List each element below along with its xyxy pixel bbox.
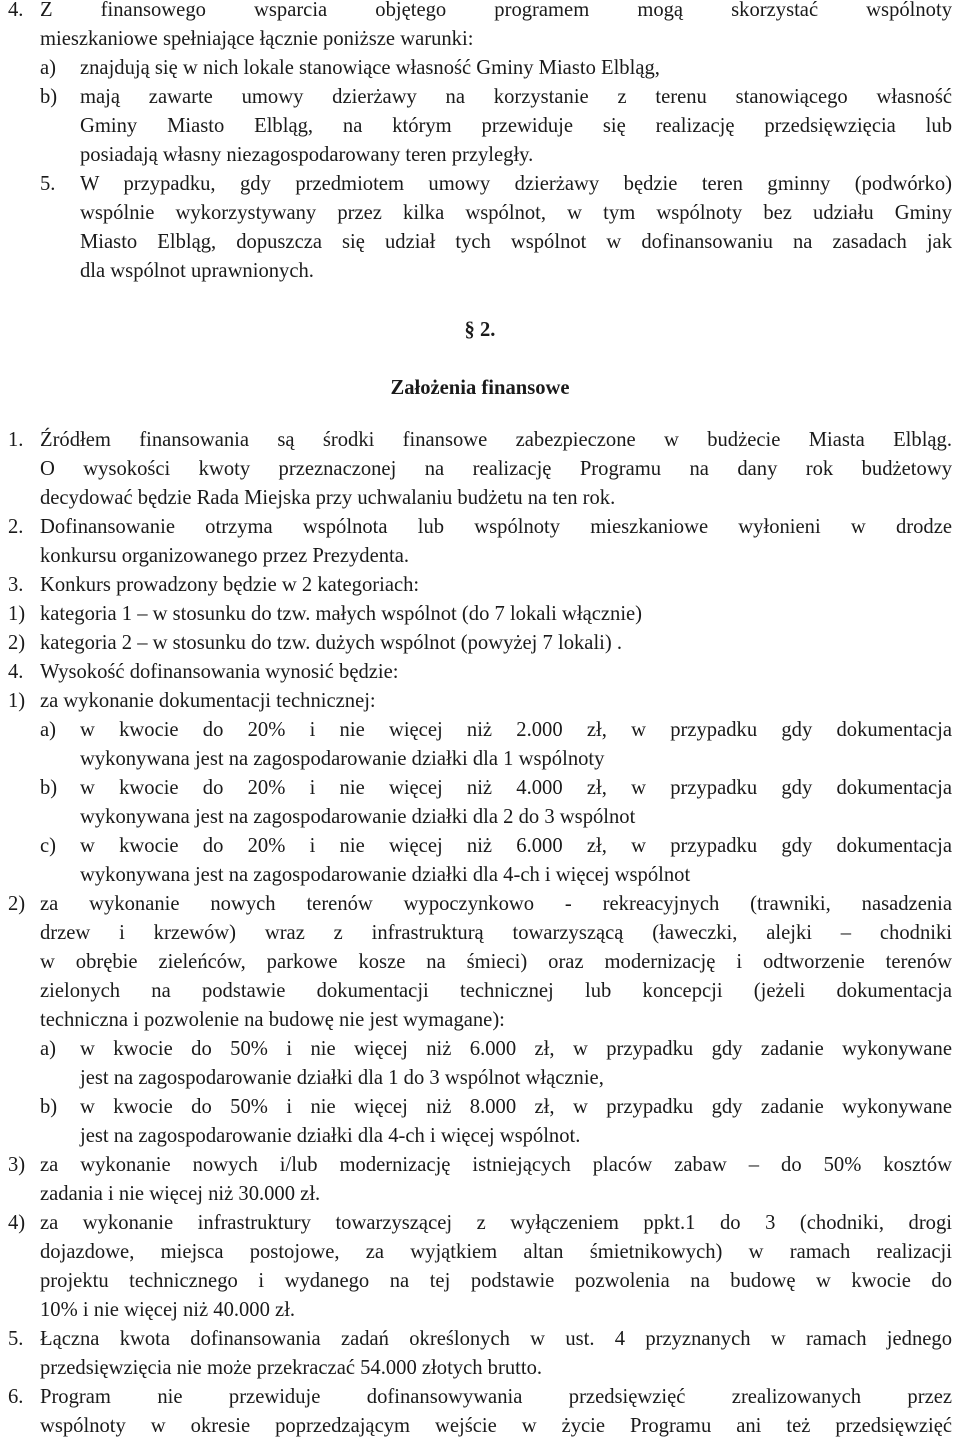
- text-line: w kwocie do 50% i nie więcej niż 8.000 zł, w przypadku gdy zadanie wykonywane: [80, 1096, 952, 1118]
- item-label: b): [40, 777, 58, 799]
- text-line: jest na zagospodarowanie działki dla 4-ch i więcej wspólnot.: [80, 1125, 581, 1147]
- text-line: za wykonanie infrastruktury towarzyszącej z wyłączeniem ppkt.1 do 3 (chodniki, drogi: [40, 1212, 952, 1234]
- point-number: 6.: [8, 1386, 24, 1408]
- text-line: jest na zagospodarowanie działki dla 1 do 3 wspólnot włącznie,: [80, 1067, 604, 1089]
- item-label: c): [40, 835, 56, 857]
- item-label: a): [40, 1038, 56, 1060]
- paragraph-number: 5.: [40, 173, 56, 195]
- text-line: Miasto Elbląg, dopuszcza się udział tych wspólnot w dofinansowaniu na zasadach jak: [80, 231, 952, 253]
- item-label: a): [40, 57, 56, 79]
- text-line: za wykonanie nowych terenów wypoczynkowo - rekreacyjnych (trawniki, nasadzenia: [40, 893, 952, 915]
- text-line: zielonych na podstawie dokumentacji technicznej lub koncepcji (jeżeli dokumentacja: [40, 980, 952, 1002]
- text-line: 10% i nie więcej niż 40.000 zł.: [40, 1299, 296, 1321]
- text-line: Wysokość dofinansowania wynosić będzie:: [40, 661, 399, 683]
- section-symbol: § 2.: [464, 319, 496, 341]
- paragraph-5: [0, 170, 960, 286]
- item-label: 3): [8, 1154, 26, 1176]
- text-line: decydować będzie Rada Miejska przy uchwalaniu budżetu na ten rok.: [40, 487, 616, 509]
- item-label: 1): [8, 690, 26, 712]
- text-line: za wykonanie dokumentacji technicznej:: [40, 690, 376, 712]
- text-line: wykonywana jest na zagospodarowanie działki dla 2 do 3 wspólnot: [80, 806, 636, 828]
- text-line: Źródłem finansowania są środki finansowe zabezpieczone w budżecie Miasta Elbląg.: [40, 429, 952, 451]
- text-line: drzew i krzewów) wraz z infrastrukturą towarzyszącą (ławeczki, alejki – chodniki: [40, 922, 952, 944]
- point-number: 2.: [8, 516, 24, 538]
- text-line: Z finansowego wsparcia objętego programem mogą skorzystać wspólnoty: [40, 0, 952, 21]
- text-line: W przypadku, gdy przedmiotem umowy dzierżawy będzie teren gminny (podwórko): [80, 173, 952, 195]
- text-line: projektu technicznego i wydanego na tej podstawie pozwolenia na budowę w kwocie do: [40, 1270, 952, 1292]
- text-line: w kwocie do 50% i nie więcej niż 6.000 zł, w przypadku gdy zadanie wykonywane: [80, 1038, 952, 1060]
- paragraph-number: 4.: [8, 0, 24, 21]
- item-label: b): [40, 1096, 58, 1118]
- text-line: w obrębie zieleńców, parkowe kosze na śmieci) oraz modernizację i odtworzenie terenów: [40, 951, 952, 973]
- text-line: dojazdowe, miejsca postojowe, za wyjątkiem altan śmietnikowych) w ramach realizacji: [40, 1241, 952, 1263]
- text-line: mają zawarte umowy dzierżawy na korzystanie z terenu stanowiącego własność: [80, 86, 952, 108]
- item-label: 4): [8, 1212, 26, 1234]
- text-line: kategoria 2 – w stosunku do tzw. dużych wspólnot (powyżej 7 lokali) .: [40, 632, 623, 654]
- text-line: w kwocie do 20% i nie więcej niż 6.000 zł, w przypadku gdy dokumentacja: [80, 835, 952, 857]
- text-line: dla wspólnot uprawnionych.: [80, 260, 314, 282]
- text-line: Konkurs prowadzony będzie w 2 kategoriach:: [40, 574, 420, 596]
- text-line: konkursu organizowanego przez Prezydenta.: [40, 545, 410, 567]
- text-line: Program nie przewiduje dofinansowywania przedsięwzięć zrealizowanych przez: [40, 1386, 952, 1408]
- item-label: 2): [8, 632, 26, 654]
- text-line: Dofinansowanie otrzyma wspólnota lub wspólnoty mieszkaniowe wyłonieni w drodze: [40, 516, 952, 538]
- text-line: Gminy Miasto Elbląg, na którym przewiduje się realizację przedsięwzięcia lub: [80, 115, 952, 137]
- text-line: wykonywana jest na zagospodarowanie działki dla 1 wspólnoty: [80, 748, 605, 770]
- point-number: 5.: [8, 1328, 24, 1350]
- text-line: kategoria 1 – w stosunku do tzw. małych wspólnot (do 7 lokali włącznie): [40, 603, 643, 625]
- text-line: mieszkaniowe spełniające łącznie poniższe warunki:: [40, 28, 474, 50]
- paragraph-4: [0, 0, 960, 170]
- text-line: wspólnie wykorzystywany przez kilka wspólnot, w tym wspólnoty bez udziału Gminy: [80, 202, 952, 224]
- text-line: przedsięwzięcia nie może przekraczać 54.000 złotych brutto.: [40, 1357, 543, 1379]
- point-number: 4.: [8, 661, 24, 683]
- text-line: wspólnoty w okresie poprzedzającym wejście w życie Programu ani też przedsięwzięć: [40, 1415, 952, 1437]
- text-line: O wysokości kwoty przeznaczonej na realizację Programu na dany rok budżetowy: [40, 458, 952, 480]
- text-line: zadania i nie więcej niż 30.000 zł.: [40, 1183, 321, 1205]
- item-label: a): [40, 719, 56, 741]
- text-line: w kwocie do 20% i nie więcej niż 4.000 zł, w przypadku gdy dokumentacja: [80, 777, 952, 799]
- text-line: za wykonanie nowych i/lub modernizację istniejących placów zabaw – do 50% kosztów: [40, 1154, 952, 1176]
- section-title: Założenia finansowe: [390, 377, 570, 399]
- text-line: znajdują się w nich lokale stanowiące własność Gminy Miasto Elbląg,: [80, 57, 660, 79]
- point-number: 3.: [8, 574, 24, 596]
- text-line: wykonywana jest na zagospodarowanie działki dla 4-ch i więcej wspólnot: [80, 864, 691, 886]
- text-line: posiadają własny niezagospodarowany teren przyległy.: [80, 144, 534, 166]
- item-label: 2): [8, 893, 26, 915]
- points-list: [0, 426, 960, 1441]
- item-label: b): [40, 86, 58, 108]
- text-line: techniczna i pozwolenie na budowę nie jest wymagane):: [40, 1009, 505, 1031]
- point-number: 1.: [8, 429, 24, 451]
- text-line: Łączna kwota dofinansowania zadań określonych w ust. 4 przyznanych w ramach jednego: [40, 1328, 952, 1350]
- item-label: 1): [8, 603, 26, 625]
- text-line: w kwocie do 20% i nie więcej niż 2.000 zł, w przypadku gdy dokumentacja: [80, 719, 952, 741]
